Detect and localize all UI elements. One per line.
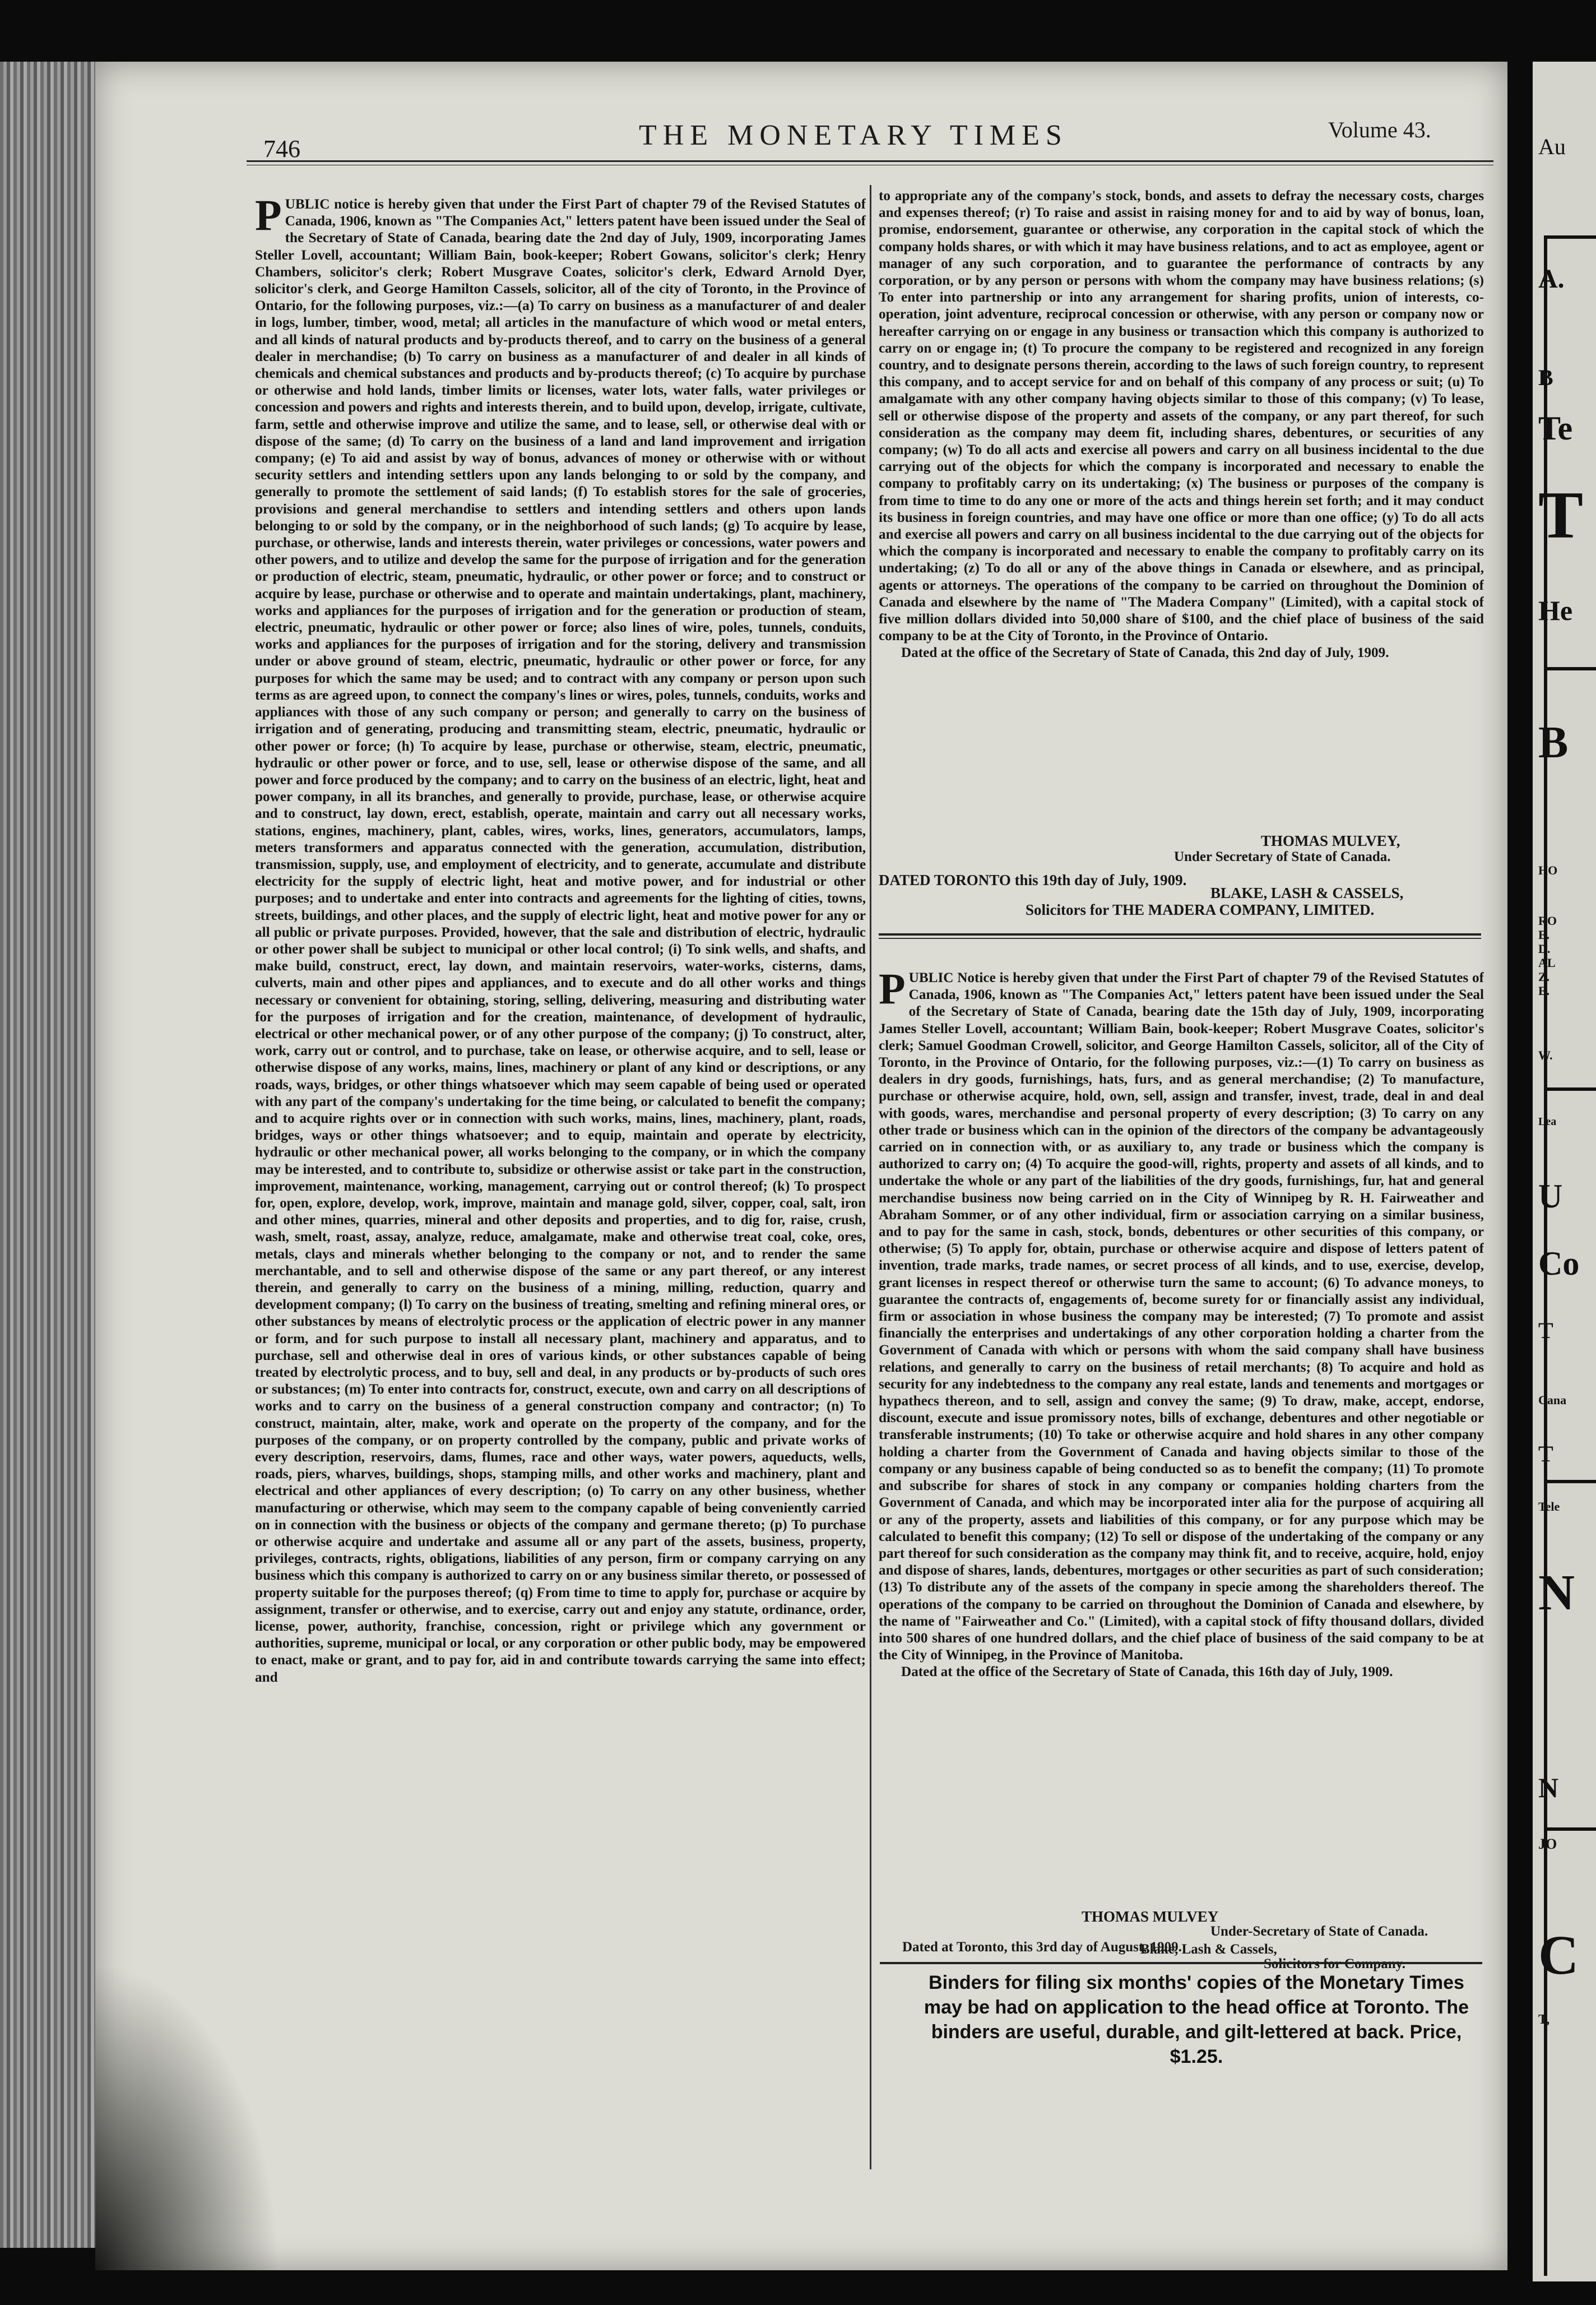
facing-page-fragment: JO	[1538, 1836, 1557, 1852]
facing-page-fragment: C	[1538, 1924, 1579, 1986]
fairweather-firm: Blake, Lash & Cassels,	[1140, 1942, 1277, 1957]
facing-page-edge	[1533, 62, 1596, 2281]
fairweather-signatory-title: Under-Secretary of State of Canada.	[1210, 1924, 1428, 1939]
notice-separator	[879, 933, 1481, 936]
facing-page-fragment: Z.	[1538, 970, 1550, 984]
book-spine	[0, 62, 98, 2248]
facing-page-fragment: T	[1538, 1318, 1553, 1343]
fairweather-notice-text: UBLIC Notice is hereby given that under the First Part of chapter 79 of the Revised Statutes of Canada, 1906, known as "The Companies Act," letters patent have been issued under the Seal of the Secretary of State of Canada, bearing date the 15th day of July, 1909, incorporating James Steller Lovell, accountant; William Bain, book-keeper; Robert Musgrave Coates, solicitor's clerk; Samuel Goodman Crowell, solicitor, and George Hamilton Cassels, solicitor, all of the City of Toronto, in the Province of Ontario, for the following purposes, viz.:—(1) To carry on business as dealers in dry goods, furnishings, hats, furs, and as general merchandise; (2) To manufacture, purchase or otherwise acquire, hold, own, sell, assign and transfer, invest, trade, deal in and deal with goods, wares, merchandise and personal property of every description; (3) To carry on any other trade or business which can in the opinion of the directors of the company be advantageously carried on in connection with, or as auxiliary to, any trade or business which the company is authorized to carry on; (4) To acquire the good-will, rights, property and assets of all kinds, and to undertake the whole or any part of the liabilities of the dry goods, furnishings, fur, hat and general merchandise business now being carried on in the City of Winnipeg by R. H. Fairweather and Abraham Sommer, or of any other individual, firm or association carrying on a similar business, and to pay for the same in cash, stock, bonds, debentures or other securities of this company, or otherwise; (5) To apply for, obtain, purchase or otherwise acquire and dispose of letters patent of invention, trade marks, trade names, or secret process of all kinds, and to use, exercise, develop, grant licenses in respect thereof or otherwise turn the same to account; (6) To advance moneys, to guarantee the contracts of, engagements of, become surety for or financially assist any individual, firm or association in whose business the company may be interested; (7) To promote and assist financially the enterprises and undertakings of any other corporation holding a charter from the Government of Canada with which or persons with whom the said company shall have business relations, and generally to carry on the business of retail merchants; (8) To acquire and hold as security for any indebtedness to the company any real estate, lands and tenements and mortgages or hypathecs thereon, and to sell, assign and convey the same; (9) To draw, make, accept, endorse, discount, execute and issue promissory notes, bills of exchange, debentures and other negotiable or transferable instruments; (10) To take or otherwise acquire and hold shares in any other company holding a charter from the Government of Canada and having objects similar to those of the company or any business capable of being conducted so as to benefit the company; (11) To promote and subscribe for shares of stock in any company or companies holding charters from the Government of Canada, and which may be incorporated inter alia for the purpose of acquiring all or any of the property, assets and liabilities of this company, or for any purpose which may be calculated to benefit this company; (12) To sell or dispose of the undertaking of the company or any part thereof for such consideration as the company may think fit, and to receive, acquire, hold, enjoy and dispose of shares, lands, debentures, mortgages or other securities as part of such consideration; (13) To distribute any of the assets of the company in specie among the shareholders thereof. The operations of the company to be carried on throughout the Dominion of Canada and elsewhere, by the name of "Fairweather and Co." (Limited), with a capital stock of fifty thousand dollars, divided into 500 shares of one hundred dollars, and the chief place of business of the said company to be at the City of Winnipeg, in the Province of Manitoba.	[879, 970, 1484, 1663]
madera-notice-dated: Dated at the office of the Secretary of State of Canada, this 2nd day of July, 1909.	[901, 645, 1389, 661]
facing-page-fragment: He	[1538, 595, 1573, 626]
page-title: THE MONETARY TIMES	[639, 119, 1068, 151]
facing-page-fragment: HO	[1538, 863, 1558, 877]
facing-page-rule	[1544, 667, 1596, 670]
fairweather-notice-dated: Dated at the office of the Secretary of State of Canada, this 16th day of July, 1909.	[901, 1664, 1393, 1680]
facing-page-fragment: Au	[1538, 134, 1566, 159]
madera-notice-continued	[879, 188, 1484, 827]
madera-notice-text: UBLIC notice is hereby given that under the First Part of chapter 79 of the Revised Statutes of Canada, 1906, known as "The Companies Act," letters patent have been issued under the Seal of the Secretary of State of Canada, bearing date the 2nd day of July, 1909, incorporating James Steller Lovell, accountant; William Bain, book-keeper; Robert Gowans, solicitor's clerk; Henry Chambers, solicitor's clerk; Robert Musgrave Coates, solicitor's clerk, Edward Arnold Dyer, solicitor's clerk, and George Hamilton Cassels, solicitor, all of the city of Toronto, in the Province of Ontario, for the following purposes, viz.:—(a) To carry on business as a manufacturer of and dealer in logs, lumber, timber, wood, metal; all articles in the manufacture of which wood or metal enters, and all kinds of natural products and by-products thereof, and to carry on the business of a general dealer in merchandise; (b) To carry on business as a manufacturer of and dealer in all kinds of chemicals and chemical substances and products and by-products thereof; (c) To acquire by purchase or otherwise and hold lands, timber limits or licenses, water lots, water falls, water privileges or concession and powers and rights and interests therein, and to build upon, develop, irrigate, cultivate, farm, settle and otherwise improve and utilize the same, and to lease, sell, or otherwise deal with or dispose of the same; (d) To carry on the business of a land and land improvement and irrigation company; (e) To aid and assist by way of bonus, advances of money or otherwise with or without security settlers and intending settlers upon any lands belonging to or sold by the company, and generally to promote the settlement of said lands; (f) To establish stores for the sale of groceries, provisions and general merchandise to settlers and intending settlers and others upon lands belonging to or sold by the company, or in the neighborhood of such lands; (g) To acquire by lease, purchase, or otherwise, lands and interests therein, water privileges or concessions, water powers and other powers, and to utilize and develop the same for the purpose of irrigation and for the generation or production of electric, steam, pneumatic, hydraulic, or other power or force; and to construct or acquire by lease, purchase or otherwise and to operate and maintain undertakings, plant, machinery, works and appliances for the purposes of irrigation and for the generation or production of steam, electric, pneumatic, hydraulic or other power or force; also lines of wire, poles, tunnels, conduits, works and appliances for the purposes of irrigation and for the storing, delivery and transmission under or above ground of steam, electric, pneumatic, hydraulic or other power or force, for any purposes for which the same may be used; and to contract with any company or person upon such terms as are agreed upon, to connect the company's lines or wires, poles, tunnels, conduits, works and appliances with those of any such company or person; and generally to carry on the business of irrigation and of generating, producing and transmitting steam, electric, pneumatic, hydraulic or other power or force; (h) To acquire by lease, purchase or otherwise, steam, electric, pneumatic, hydraulic or other power or force, and to use, sell, lease or otherwise dispose of the same, and all power and force produced by the company; and to carry on the business of an electric, light, heat and power company, in all its branches, and generally to provide, purchase, lease, or otherwise acquire and to construct, lay down, erect, establish, operate, maintain and carry out all necessary works, stations, engines, machinery, plant, cables, wires, works, lines, generators, accumulators, lamps, meters transformers and apparatus connected with the generation, accumulation, distribution, transmission, supply, use, and employment of electricity, and to generate, accumulate and distribute electricity for the supply of electric light, heat and motive power, and for industrial or other purposes; and to undertake and enter into contracts and agreements for the lighting of cities, towns, streets, buildings, and other places, and the supply of electric light, heat and motive power for any or all public or private purposes. Provided, however, that the sale and distribution of electric, hydraulic or other power shall be subject to municipal or other local control; (i) To sink wells, and shafts, and make build, construct, erect, lay down, and maintain reservoirs, water-works, cisterns, dams, culverts, main and other pipes and appliances, and to execute and do all other works and things necessary or convenient for obtaining, storing, selling, delivering, measuring and distributing water for the purposes of irrigation and for the creation, maintenance, of development of hydraulic, electrical or other mechanical power, or of any other purpose of the company; (j) To construct, alter, work, carry out or control, and to purchase, take on lease, or otherwise acquire, and to sell, lease or otherwise dispose of any works, mains, lines, machinery or plant of any kind or descriptions, or any roads, ways, bridges, or other things whatsoever which may seem capable of being used or operated with any part of the company's undertaking for the time being, or calculated to benefit the company; and to acquire rights over or in connection with such works, mains, lines, machinery, plant, roads, bridges, ways or other things whatsoever; and to equip, maintain and operate by electricity, hydraulic or other mechanical power, all works belonging to the company, or in which the company may be interested, and to contribute to, subsidize or otherwise assist or take part in the construction, improvement, maintenance, working, management, carrying out or control thereof; (k) To prospect for, open, explore, develop, work, improve, maintain and manage gold, silver, copper, coal, salt, iron and other mines, quarries, mineral and other deposits and properties, and to dig for, raise, crush, wash, smelt, roast, assay, analyze, reduce, amalgamate, make and otherwise treat coal, coke, ores, metals, clays and minerals whether belonging to the company or not, and to render the same merchantable, and to sell and otherwise dispose of the same or any part thereof, or any interest therein, and generally to carry on the business of a mining, milling, reduction, quarry and development company; (l) To carry on the business of treating, smelting and refining mineral ores, or other substances by means of electrolytic process or the application of electric power in any manner or form, and for such purpose to install all necessary plant, machinery and apparatus, and to purchase, sell and otherwise deal in ores of various kinds, or other substances capable of being treated by electrolytic process, and to buy, sell and deal, in any products or by-products of such ores or substances; (m) To enter into contracts for, construct, execute, own and carry on all descriptions of works and to carry on the business of a general construction company and contractor; (n) To construct, maintain, alter, make, work and operate on the property of the company, and for the purposes of the company, or on property controlled by the company, public and private works of every description, reservoirs, dams, flumes, race and other ways, water powers, aqueducts, wells, roads, piers, wharves, buildings, shops, stamping mills, and other works and machinery, plant and electrical and other appliances of every description; (o) To carry on any other business, whether manufacturing or otherwise, which may seem to the company capable of being conveniently carried on in connection with the business or objects of the company and germane thereto; (p) To purchase or otherwise acquire and undertake and assume all or any part of the assets, business, property, privileges, contracts, rights, obligations, liabilities of any person, firm or company carrying on any business which this company is authorized to carry on or any business similar thereto, or possessed of property suitable for the purposes thereof; (q) From time to time to apply for, purchase or acquire by assignment, transfer or otherwise, and to exercise, carry out and enjoy any statute, ordinance, order, license, power, authority, franchise, concession, right or privilege which any government or authorities, supreme, municipal or local, or any corporation or other public body, may be empowered to enact, make or grant, and to pay for, aid in and contribute towards carrying the same into effect; and	[255, 197, 866, 1685]
madera-dated-toronto: DATED TORONTO this 19th day of July, 1909.	[879, 872, 1187, 888]
madera-signatory: THOMAS MULVEY,	[1261, 832, 1400, 849]
notice-separator	[879, 938, 1481, 939]
facing-page-fragment: Lea	[1538, 1116, 1557, 1128]
facing-page-rule	[1544, 1480, 1596, 1483]
facing-page-fragment: E.	[1538, 984, 1550, 998]
facing-page-fragment: Co	[1538, 1245, 1580, 1282]
facing-page-fragment: B	[1538, 718, 1569, 767]
facing-page-fragment: AL	[1538, 956, 1556, 970]
facing-page-fragment: B	[1538, 365, 1553, 390]
column-divider	[870, 185, 871, 2169]
ad-separator	[880, 1962, 1482, 1964]
facing-page-rule	[1544, 1087, 1596, 1091]
fairweather-firm-role: Solicitors for Company.	[1264, 1956, 1406, 1971]
facing-page-fragment: U	[1538, 1178, 1563, 1215]
madera-firm-role: Solicitors for THE MADERA COMPANY, LIMITED.	[1026, 901, 1375, 918]
facing-page-fragment: T	[1538, 478, 1584, 552]
facing-page-border	[1544, 235, 1547, 2276]
volume-label: Volume 43.	[1328, 117, 1431, 142]
binders-advertisement: Binders for filing six months' copies of the Monetary Times may be had on application to the head office at Toronto. The binders are useful, durable, and gilt-lettered at back. Price, $1.25.	[924, 1972, 1469, 2067]
page-number: 746	[263, 135, 300, 163]
facing-page-fragment: E.	[1538, 928, 1550, 942]
drop-cap: P	[255, 196, 282, 239]
fairweather-notice-body	[879, 970, 1484, 1805]
facing-page-fragment: Cana	[1538, 1393, 1567, 1407]
facing-page-rule	[1544, 1827, 1596, 1831]
madera-notice-body	[255, 196, 866, 2158]
facing-page-fragment: D.	[1538, 942, 1551, 956]
facing-page-fragment: N	[1538, 1565, 1575, 1621]
facing-page-fragment: A.	[1538, 264, 1565, 294]
facing-page-fragment: Te	[1538, 410, 1573, 447]
madera-signatory-title: Under Secretary of State of Canada.	[1174, 849, 1391, 864]
page-shadow	[95, 1962, 280, 2270]
drop-cap: P	[879, 970, 906, 1013]
madera-notice-continued-text: to appropriate any of the company's stock, bonds, and assets to defray the necessary costs, charges and expenses thereof; (r) To raise and assist in raising money for and to aid by way of bonus, loan, promise, endorsement, guarantee or otherwise, any corporation in the capital stock of which the company holds shares, or with which it may have business relations, and to act as employee, agent or manager of any such corporation, and to guarantee the performance of contracts by any corporation, or by any person or persons with whom the company may have business relations; (s) To enter into partnership or into any arrangement for sharing profits, union of interests, co-operation, joint adventure, reciprocal concession or otherwise, with any person or company now or hereafter carrying on or engage in any business or transaction which this company is authorized to carry on or engage in; (t) To procure the company to be registered and recognized in any foreign country, and to designate persons therein, according to the laws of such foreign country, to represent this company, and to accept service for and on behalf of this company of any process or suit; (u) To amalgamate with any other company having objects similar to those of this company; (v) To lease, sell or otherwise dispose of the property and assets of the company, or any part thereof, for such consideration as the company may deem fit, including shares, debentures, or securities of any company; (w) To do all acts and exercise all powers and carry on all business incidental to the due carrying out of the objects for which the company is incorporated and necessary to enable the company to profitably carry on its undertaking; (x) The business or purposes of the company is from time to time to do any one or more of the acts and things herein set forth; and it may conduct its business in foreign countries, and may have one office or more than one office; (y) To do all acts and exercise all powers and carry on all business incidental to the due carrying out of the objects for which the company is incorporated and necessary to enable the company to profitably carry on its undertaking; (z) To do all or any of the above things in Canada or elsewhere, and as principal, agents or attorneys. The operations of the company to be carried on throughout the Dominion of Canada and elsewhere by the name of "The Madera Company" (Limited), with a capital stock of five million dollars divided into 50,000 share of $100, and the chief place of business of the said company to be at the City of Toronto, in the Province of Ontario.	[879, 188, 1484, 644]
header-rule	[247, 160, 1493, 162]
facing-page-rule	[1544, 235, 1596, 239]
facing-page-fragment: Tele	[1538, 1499, 1560, 1513]
fairweather-signatory: THOMAS MULVEY	[1082, 1908, 1219, 1925]
fairweather-dated-toronto: Dated at Toronto, this 3rd day of August, 1909.	[902, 1940, 1182, 1955]
facing-page-fragment: W.	[1538, 1048, 1553, 1062]
facing-page-fragment: RO	[1538, 914, 1557, 928]
facing-page-fragment: T	[1538, 1441, 1553, 1466]
madera-firm: BLAKE, LASH & CASSELS,	[1210, 885, 1404, 901]
facing-page-fragment: N	[1538, 1772, 1559, 1803]
facing-page-fragment: T,	[1538, 2012, 1550, 2027]
